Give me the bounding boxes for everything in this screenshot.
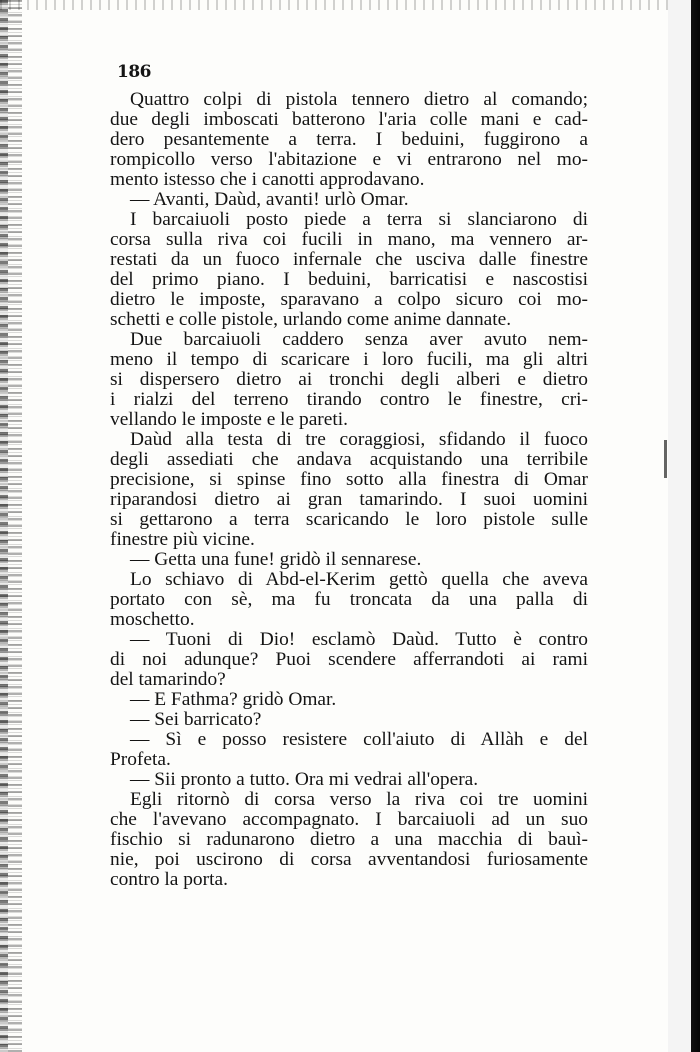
text-line: che l'avevano accompagnato. I barcaiuoli ad un suo bbox=[110, 809, 588, 830]
scan-left-edge-dark bbox=[0, 0, 8, 1052]
text-line: rompicollo verso l'abitazione e vi entrarono nel mo- bbox=[110, 149, 588, 170]
text-line: Lo schiavo di Abd-el-Kerim gettò quella che aveva bbox=[130, 569, 588, 590]
text-line: vellando le imposte e le pareti. bbox=[110, 409, 348, 430]
text-line: meno il tempo di scaricare i loro fucili, ma gli altri bbox=[110, 349, 588, 370]
text-line: due degli imboscati batterono l'aria colle mani e cad- bbox=[110, 109, 588, 130]
text-line: contro la porta. bbox=[110, 869, 228, 890]
text-line: moschetto. bbox=[110, 609, 195, 630]
text-line: i rialzi del terreno tirando contro le finestre, cri- bbox=[110, 389, 588, 410]
scan-top-edge bbox=[0, 0, 680, 10]
text-line: mento istesso che i canotti approdavano. bbox=[110, 169, 425, 190]
text-line: — Sii pronto a tutto. Ora mi vedrai all'opera. bbox=[130, 769, 479, 790]
text-line: finestre più vicine. bbox=[110, 529, 255, 550]
text-line: — E Fathma? gridò Omar. bbox=[130, 689, 337, 710]
text-line: si dispersero dietro ai tronchi degli alberi e dietro bbox=[110, 369, 588, 390]
text-line: nie, poi uscirono di corsa avventandosi furiosamente bbox=[110, 849, 588, 870]
text-line: dietro le imposte, sparavano a colpo sicuro coi mo- bbox=[110, 289, 588, 310]
scan-right-border bbox=[668, 0, 700, 1052]
text-line: Profeta. bbox=[110, 749, 171, 770]
scan-stray-mark bbox=[664, 440, 667, 478]
text-line: — Sei barricato? bbox=[130, 709, 262, 730]
text-line: — Sì e posso resistere coll'aiuto di Allàh e del bbox=[130, 729, 588, 750]
page-number: 186 bbox=[117, 62, 151, 82]
text-line: Due barcaiuoli caddero senza aver avuto nem- bbox=[130, 329, 588, 350]
text-line: del tamarindo? bbox=[110, 669, 226, 690]
text-line: precisione, si spinse fino sotto alla finestra di Omar bbox=[110, 469, 588, 490]
text-line: — Avanti, Daùd, avanti! urlò Omar. bbox=[130, 189, 409, 210]
text-line: fischio si radunarono dietro a una macchia di bauì- bbox=[110, 829, 588, 850]
text-line: riparandosi dietro ai gran tamarindo. I suoi uomini bbox=[110, 489, 588, 510]
text-line: del primo piano. I beduini, barricatisi e nascostisi bbox=[110, 269, 588, 290]
text-line: degli assediati che andava acquistando una terribile bbox=[110, 449, 588, 470]
text-line: I barcaiuoli posto piede a terra si slanciarono di bbox=[130, 209, 588, 230]
body-text bbox=[110, 90, 588, 890]
text-line: Daùd alla testa di tre coraggiosi, sfidando il fuoco bbox=[130, 429, 588, 450]
text-line: — Tuoni di Dio! esclamò Daùd. Tutto è contro bbox=[130, 629, 588, 650]
text-line: restati da un fuoco infernale che usciva dalle finestre bbox=[110, 249, 588, 270]
text-line: Egli ritornò di corsa verso la riva coi tre uomini bbox=[130, 789, 588, 810]
text-line: — Getta una fune! gridò il sennarese. bbox=[130, 549, 422, 570]
text-line: corsa sulla riva coi fucili in mano, ma vennero ar- bbox=[110, 229, 588, 250]
text-line: si gettarono a terra scaricando le loro pistole sulle bbox=[110, 509, 588, 530]
text-line: di noi adunque? Puoi scendere afferrandoti ai rami bbox=[110, 649, 588, 670]
text-line: schetti e colle pistole, urlando come anime dannate. bbox=[110, 309, 512, 330]
text-line: Quattro colpi di pistola tennero dietro al comando; bbox=[130, 89, 588, 110]
text-line: portato con sè, ma fu troncata da una palla di bbox=[110, 589, 588, 610]
text-line: dero pesantemente a terra. I beduini, fuggirono a bbox=[110, 129, 588, 150]
